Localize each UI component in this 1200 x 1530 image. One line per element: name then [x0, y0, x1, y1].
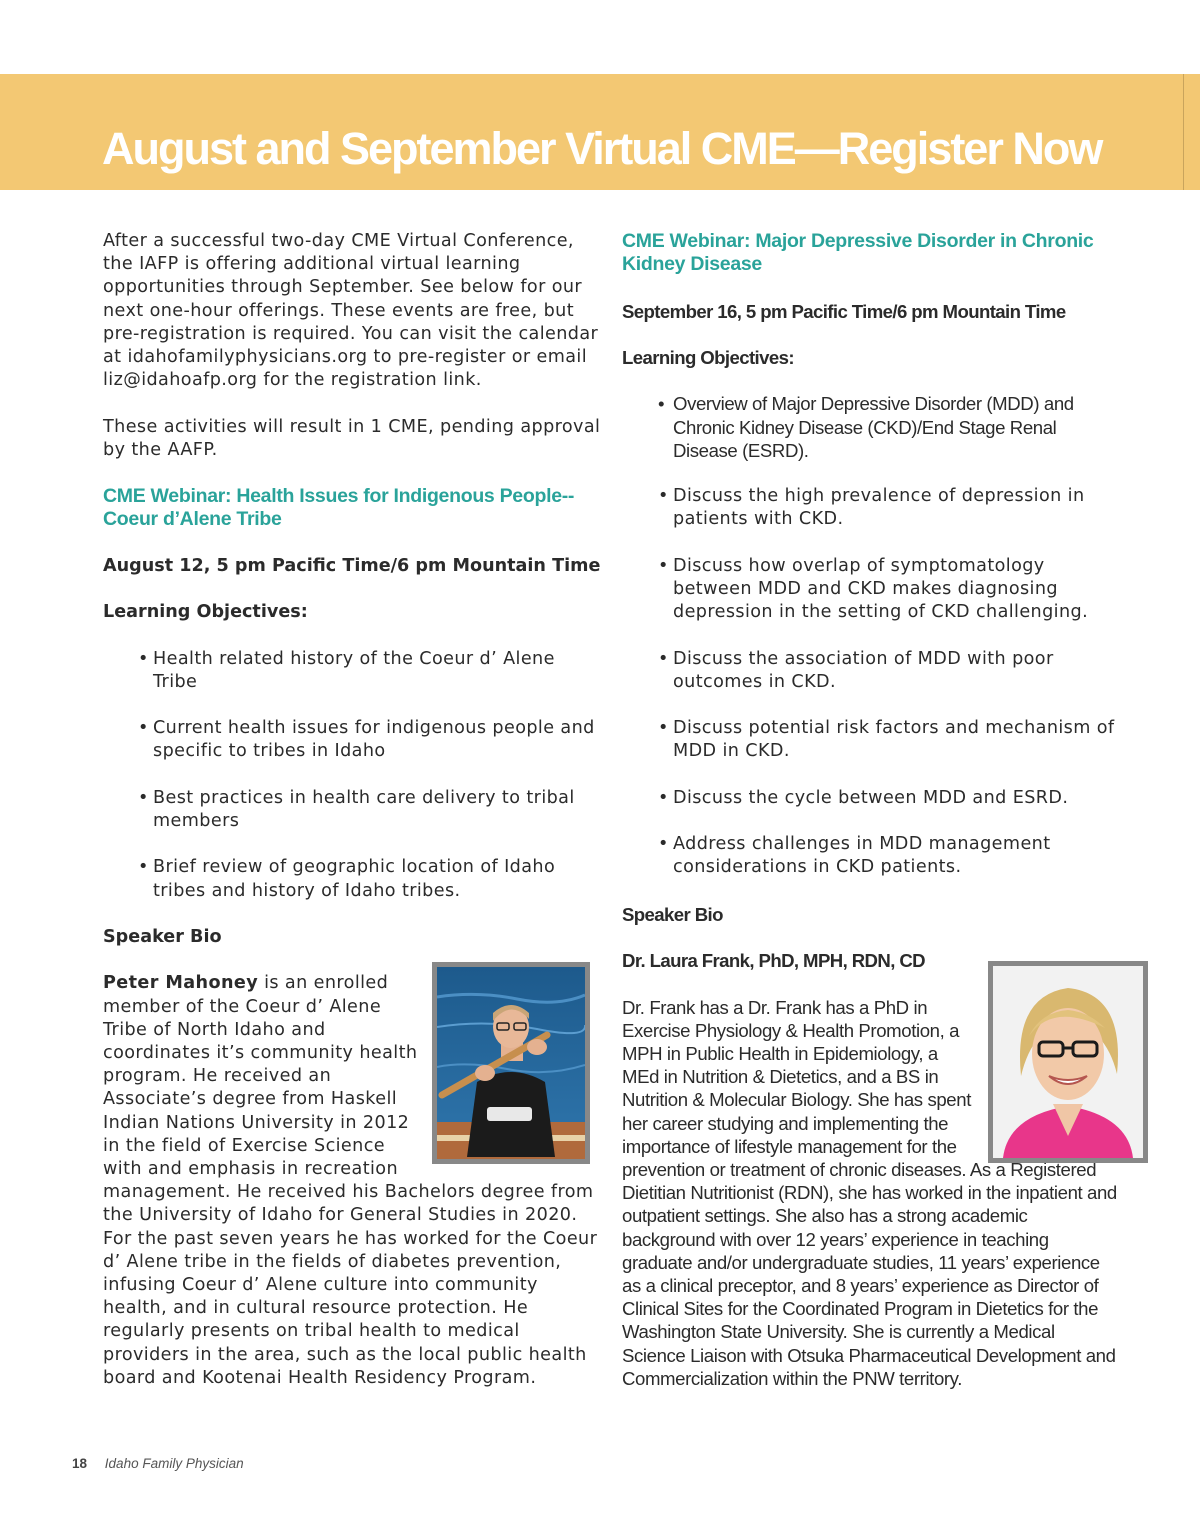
list-item — [658, 717, 1117, 763]
objective-text: Discuss the high prevalence of depression in patients with CKD. — [673, 486, 1085, 530]
page-title: August and September Virtual CME—Register Now — [102, 123, 1102, 174]
speaker-photo-frank — [988, 961, 1148, 1163]
portrait-image — [993, 966, 1143, 1158]
webinar-title-mdd — [622, 230, 1117, 276]
title-banner — [0, 74, 1200, 190]
objective-text: Current health issues for indigenous people and specific to tribes in Idaho — [153, 718, 595, 762]
canoe-paddler-image — [437, 967, 585, 1159]
objective-text: Discuss how overlap of symptomatology between MDD and CKD makes diagnosing depression in the setting of CKD challenging. — [673, 555, 1089, 623]
speaker-bio-label: Speaker Bio — [622, 903, 723, 925]
speaker-photo-mahoney — [432, 962, 590, 1164]
bullet-icon: • — [658, 787, 669, 808]
speaker-bio-body: is an enrolled member of the Coeur d’ Alene Tribe of North Idaho and coordinates it’s community health program. He received an Associate’s degree from Haskell Indian Nations University in 2012 in the field of Exercise Science with and emphasis in recreation management. He received his Bachelors degree from the University of Idaho for General Studies in 2020. For the past seven years he has worked for the Coeur d’ Alene tribe in the fields of diabetes prevention, infusing Coeur d’ Alene culture into community health, and in cultural resource protection. He regularly presents on tribal health to medical providers in the area, such as the local public health board and Kootenai Health Residency Program. — [103, 973, 598, 1388]
bullet-icon: • — [138, 787, 149, 808]
webinar-date: September 16, 5 pm Pacific Time/6 pm Mountain Time — [622, 300, 1066, 322]
cme-credit-note: These activities will result in 1 CME, pending approval by the AAFP. — [103, 416, 601, 460]
list-item — [138, 648, 603, 694]
page-number: 18 — [72, 1456, 88, 1471]
right-column — [622, 230, 1117, 1390]
objective-text: Overview of Major Depressive Disorder (MDD) and Chronic Kidney Disease (CKD)/End Stage Renal Disease (ESRD). — [673, 393, 1074, 461]
objective-text: Discuss potential risk factors and mechanism of MDD in CKD. — [673, 718, 1115, 762]
webinar-date: August 12, 5 pm Pacific Time/6 pm Mountain Time — [103, 555, 601, 576]
left-column — [103, 230, 603, 1390]
speaker-name: Peter Mahoney — [103, 973, 259, 994]
objective-text: Discuss the association of MDD with poor outcomes in CKD. — [673, 648, 1054, 692]
list-item — [658, 392, 1117, 462]
webinar-title-line: CME Webinar: Major Depressive Disorder in Chronic — [622, 230, 1094, 252]
banner-edge-rule — [1183, 74, 1184, 190]
list-item — [658, 648, 1117, 694]
objective-text: Address challenges in MDD management considerations in CKD patients. — [673, 834, 1051, 878]
list-item — [658, 833, 1117, 879]
list-item — [658, 787, 1117, 810]
webinar-title-line: Kidney Disease — [622, 253, 762, 276]
list-item — [138, 717, 603, 763]
list-item — [658, 485, 1117, 531]
speaker-bio-label: Speaker Bio — [103, 926, 222, 947]
objectives-list — [622, 392, 1117, 879]
webinar-title-line: CME Webinar: Health Issues for Indigenous People-- — [103, 485, 575, 508]
objective-text: Health related history of the Coeur d’ Alene Tribe — [153, 648, 555, 692]
bullet-icon: • — [658, 648, 669, 669]
bullet-icon: • — [138, 648, 149, 669]
webinar-title-line: Coeur d’Alene Tribe — [103, 508, 282, 531]
magazine-name: Idaho Family Physician — [104, 1456, 244, 1471]
bullet-icon: • — [658, 718, 669, 739]
objectives-label: Learning Objectives: — [622, 346, 794, 368]
bullet-icon: • — [138, 718, 149, 739]
speaker-bio-body: Dr. Frank has a Dr. Frank has a PhD in Exercise Physiology & Health Promotion, a MPH in Public Health in Epidemiology, a MEd in Nutrition & Dietetics, and a BS in Nutrition & Molecular Biology. She has spent her career studying and implementing the importance of lifestyle management for the prevention or treatment of chronic diseases. As a Registered Dietitian Nutritionist (RDN), she has worked in the inpatient and outpatient settings. She also has a strong academic background with over 12 years’ experience in teaching graduate and/or undergraduate studies, 11 years’ experience as a clinical preceptor, and 8 years’ experience as Director of Clinical Sites for the Coordinated Program in Dietetics for the Washington State University. She is currently a Medical Science Liaison with Otsuka Pharmaceutical Development and Commercialization within the PNW territory. — [622, 996, 1117, 1389]
bullet-icon: • — [658, 555, 669, 576]
list-item — [138, 787, 603, 833]
objective-text: Best practices in health care delivery to tribal members — [153, 787, 575, 831]
bullet-icon: • — [658, 486, 669, 507]
list-item — [138, 856, 603, 902]
page-footer — [72, 1456, 244, 1471]
bullet-icon: • — [658, 834, 669, 855]
intro-paragraph: After a successful two-day CME Virtual Conference, the IAFP is offering additional virtual learning opportunities through September. See below for our next one-hour offerings. These events are free, but pre-registration is required. You can visit the calendar at idahofamilyphysicians.org to pre-register or email liz@idahoafp.org for the registration link. — [103, 231, 599, 391]
list-item — [658, 555, 1117, 625]
objective-text: Brief review of geographic location of Idaho tribes and history of Idaho tribes. — [153, 857, 556, 901]
objectives-list — [103, 648, 603, 903]
objective-text: Discuss the cycle between MDD and ESRD. — [673, 787, 1069, 808]
bullet-icon: • — [138, 857, 149, 878]
speaker-name: Dr. Laura Frank, PhD, MPH, RDN, CD — [622, 950, 925, 972]
webinar-title-indigenous — [103, 485, 603, 531]
bullet-icon: • — [658, 393, 665, 415]
objectives-label: Learning Objectives: — [103, 602, 308, 623]
